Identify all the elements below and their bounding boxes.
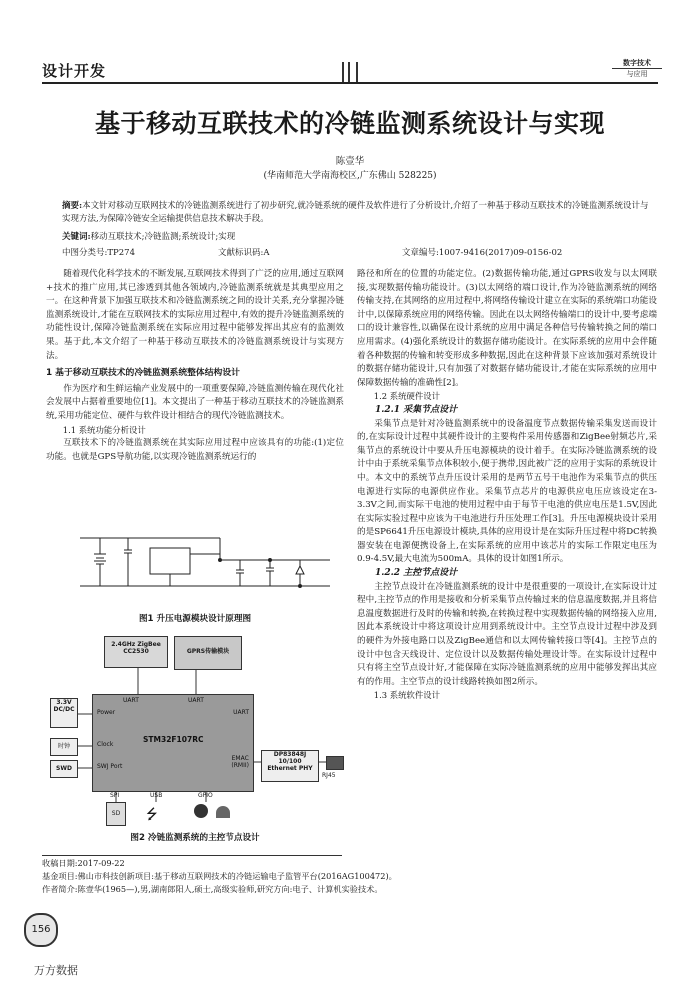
footnote-rule xyxy=(42,855,342,856)
page-number: 156 xyxy=(24,913,58,947)
alarm-light-icon xyxy=(194,804,208,818)
paper-title: 基于移动互联技术的冷链监测系统设计与实现 xyxy=(94,109,605,138)
watermark: 万方数据 xyxy=(34,964,78,977)
footnotes xyxy=(42,857,662,896)
right-paragraph-2: 采集节点是针对冷链监测系统中的设备温度节点数据传输采集发送而设计的,在实际设计过程中其硬件设计的主要构件采用传感器和ZigBee射频芯片,采集节点的系统设计中要从升压电源模块的设计着手。在实际冷链监测系统的设计中由于系统采集节点体积较小,便于携带,因此被广泛的应用于实际的系统设计中。本文中的系统节点升压设计采用的是两节五号干电池作为采集节点的供压电源进行实际的电源供应作业。采集节点芯片的电源供应电压应该设定在3-3.3V之间,而实际干电池的使用过程中由于每节干电池的供应电压是1.5V,因此在实际实验过程中应该为干电池进行升压处理工作[3]。升压电源模块设计采用的是SP6641升压电源设计模块,具体的应用设计是在实际升压过程中将DC转换器安装在电源便携设备上,在实际系统的应用中该芯片的实际工作限定电压为0.9-4.5V,最大电流为500mA。具体的设计如图1所示。 xyxy=(357,418,657,565)
uart-label-3: UART xyxy=(233,709,249,716)
emac-label: EMAC (RMII) xyxy=(231,755,249,769)
mcu-name: STM32F107RC xyxy=(143,735,204,744)
subsection-1-2-heading: 1.2 系统硬件设计 xyxy=(373,391,441,402)
buzzer-icon xyxy=(216,806,230,818)
uart-label-1: UART xyxy=(123,697,139,704)
rj45-label: RJ45 xyxy=(322,772,336,779)
keywords-text: 移动互联技术;冷链监测;系统设计;实现 xyxy=(90,232,236,242)
abstract-text: 本文针对移动互联网技术的冷链监测系统进行了初步研究,就冷链系统的硬件及软件进行了分析设计,介绍了一种基于移动互联技术的冷链监测系统设计与实现方法,为保障冷链安全运输提供信息技术解决手段。 xyxy=(62,201,649,224)
clock-block: 时钟 xyxy=(50,738,78,756)
usb-icon: ⭍ xyxy=(146,807,158,823)
abstract-label: 摘要: xyxy=(62,201,83,211)
left-column xyxy=(46,268,344,464)
keywords xyxy=(62,230,650,242)
author-bio: 作者简介:陈壹华(1965—),男,湖南郎阳人,硕士,高级实验师,研究方向:电子、计算机实验技术。 xyxy=(42,884,383,894)
clock-label: Clock xyxy=(97,741,114,748)
right-paragraph-3: 主控节点设计在冷链监测系统的设计中是很重要的一项设计,在实际设计过程中,主控节点的作用是接收和分析采集节点传输过来的信息温度数据,并且将信息温度数据进行及时的传输和转换,在转换过程中实现数据传输的网络接入应用,因此本系统设计中将这项设计应用到系统设计中。主空节点设计过程中涉及到的硬件为外接电路口以及ZigBee通信和以太网传输转接口等[4]。主控节点的设计中包含天线设计、定位设计以及数据传输处理设计等。在实际设计过程中只有将主空节点设计好,才能保障在实际冷链监测系统的应用中能够发挥出其应有的作用。主空节点的设计线路转换如图2所示。 xyxy=(357,581,657,687)
figure-1-caption: 图1 升压电源模块设计原理图 xyxy=(138,614,252,624)
gprs-module: GPRS传输模块 xyxy=(174,636,242,670)
uart-label-2: UART xyxy=(188,697,204,704)
subsection-1-1-paragraph: 互联技术下的冷链监测系统在其实际应用过程中应该具有的功能:(1)定位功能。也就是GPS导航功能,以实现冷链监测系统运行的 xyxy=(46,438,344,462)
keywords-label: 关键词: xyxy=(62,232,91,242)
usb-label: USB xyxy=(150,792,163,799)
subsection-1-2-1-heading: 1.2.1 采集节点设计 xyxy=(375,404,458,415)
section-1-paragraph: 作为医疗和生鲜运输产业发展中的一项重要保障,冷链监测传输在现代化社会发展中占据着重要地位[1]。本文提出了一种基于移动互联技术的冷链监测系统,采用功能定位、硬件与软件设计相结合的现代冷链监测技术。 xyxy=(46,383,344,421)
right-paragraph-1: 路径和所在的位置的功能定位。(2)数据传输功能,通过GPRS收发与以太网联接,实现数据传输功能设计。(3)以太网络的端口设计,作为冷链监测系统的网络传输支持,在其网络的应用过程中,将网络传输设计建立在实际的系统端口功能设计中,以保障系统应用的网络传输。因此在以太网络传输端口的设计中,要考虑端口的设计兼容性,以确保在设计系统的应用中满足各种信号传输转换之间的端口应用需求。(4)强化系统设计的数据存储功能设计。在实际系统的应用中会伴随着各种数据的传输和转变形成多种数据,因此在这种背景下应该加强对系统设计的数据存储功能设计,只有加强了对数据存储功能设计,才能在实际系统的应用中保障数据传输的准确性[2]。 xyxy=(357,269,657,388)
clc-number: 中图分类号:TP274 xyxy=(62,248,135,258)
figure-2-diagram xyxy=(46,632,344,828)
abstract xyxy=(62,200,650,225)
subsection-1-3-heading: 1.3 系统软件设计 xyxy=(373,690,441,701)
power-label: Power xyxy=(97,709,116,716)
right-column xyxy=(357,268,657,703)
author: 陈壹华 xyxy=(335,156,365,167)
header-rule xyxy=(42,82,658,84)
mcu-block xyxy=(92,694,254,792)
fund-project: 基金项目:佛山市科技创新项目:基于移动互联网技术的冷链运输电子监管平台(2016AG100472)。 xyxy=(42,871,397,881)
section-1-heading: 1 基于移动互联技术的冷链监测系统整体结构设计 xyxy=(46,368,240,379)
spi-label: SPI xyxy=(110,792,120,799)
affiliation: (华南师范大学南海校区,广东佛山 528225) xyxy=(263,171,437,181)
swd-block: SWD xyxy=(50,760,78,778)
header-divider-bars xyxy=(342,62,362,82)
sd-card-icon: SD xyxy=(106,802,126,826)
subsection-1-2-2-heading: 1.2.2 主控节点设计 xyxy=(375,568,458,579)
received-date: 收稿日期:2017-09-22 xyxy=(42,858,125,868)
zigbee-module: 2.4GHz ZigBee CC2530 xyxy=(104,636,168,668)
article-number: 文章编号:1007-9416(2017)09-0156-02 xyxy=(402,248,563,258)
document-code: 文献标识码:A xyxy=(218,248,270,258)
swj-label: SWJ Port xyxy=(97,763,123,770)
dcdc-block: 3.3V DC/DC xyxy=(50,698,78,728)
gpio-label: GPIO xyxy=(198,792,213,799)
logo-bottom: 与应用 xyxy=(626,70,648,78)
figure-1-schematic xyxy=(70,526,340,606)
journal-logo xyxy=(612,58,662,84)
logo-top: 数字技术 xyxy=(612,58,662,69)
intro-paragraph: 随着现代化科学技术的不断发展,互联网技术得到了广泛的应用,通过互联网+技术的推广应用,其已渗透到其他各领域内,冷链监测系统就是其典型应用之一。在这种背景下加强互联技术和冷链监测系统之间的设计关系,充分掌握冷链监测系统设计,才能在互联网技术的实际应用过程中,有效的提升冷链监测系统的功能性设计,保障冷链监测系统在实际应用过程中能够发挥出其应有的监测效果。基于此,本文介绍了一种基于移动互联技术的冷链监测系统设计与实现方法。 xyxy=(46,269,344,361)
figure-2-caption: 图2 冷链监测系统的主控节点设计 xyxy=(130,833,260,843)
section-header: 设计开发 xyxy=(42,62,107,80)
ethernet-phy-block: DP83848J 10/100 Ethernet PHY xyxy=(261,750,319,782)
rj45-connector xyxy=(326,756,344,770)
subsection-1-1-heading: 1.1 系统功能分析设计 xyxy=(62,424,146,435)
